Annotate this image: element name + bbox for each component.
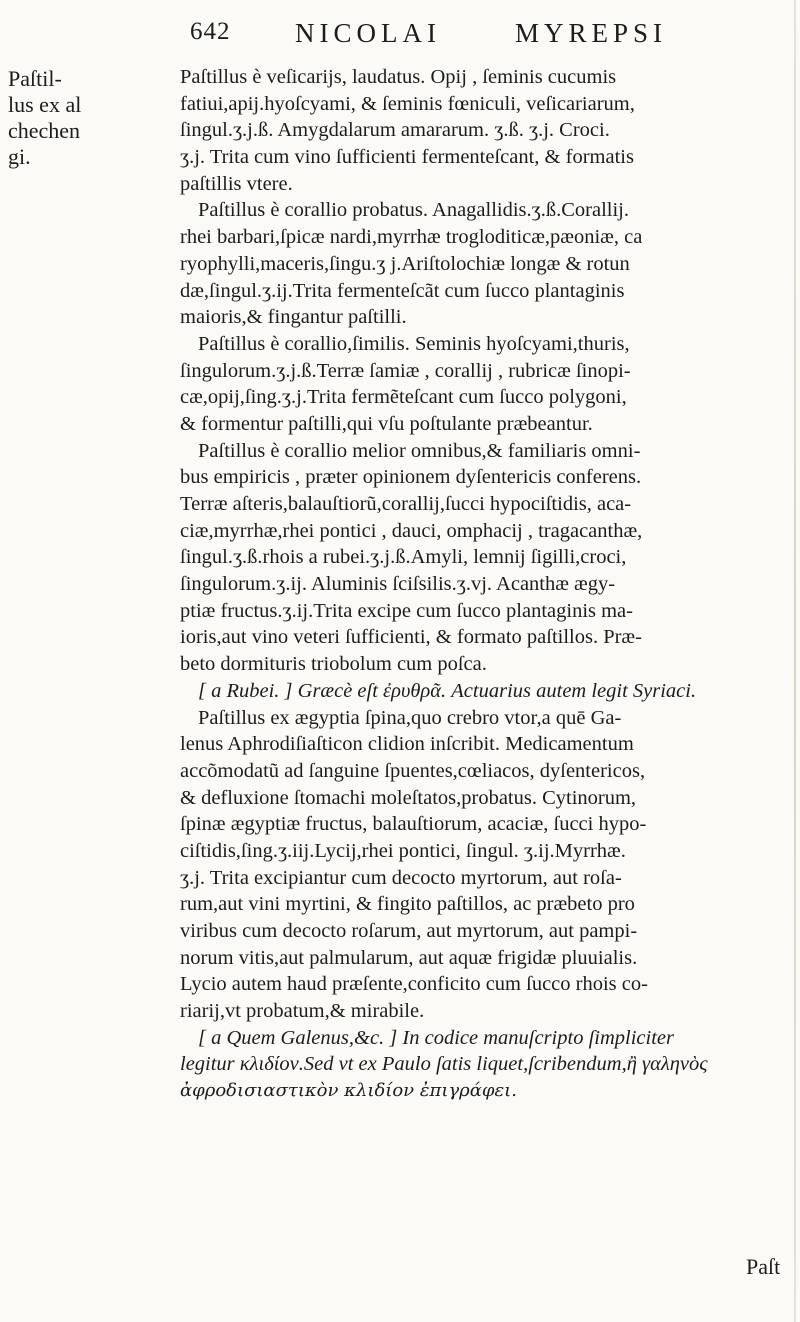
text-line: riarij,vt probatum,& mirabile.	[180, 1000, 425, 1023]
running-header	[190, 14, 790, 54]
text-line: ʒ.j. Trita excipiantur cum decocto myrtorum, aut roſa-	[180, 866, 622, 889]
body-text	[180, 64, 792, 1105]
running-title-author: NICOLAI	[295, 18, 441, 48]
text-line: cæ,opij,ſing.ʒ.j.Trita fermẽteſcant cum ſucco polygoni,	[180, 386, 627, 409]
margin-note-line: lus ex al	[8, 92, 82, 117]
text-line: ryophylli,maceris,ſingu.ʒ j.Ariſtolochiæ longæ & rotun	[180, 252, 630, 275]
text-line: norum vitis,aut palmularum, aut aquæ frigidæ pluuialis.	[180, 946, 638, 969]
text-line: Paſtillus è veſicarijs, laudatus. Opij , ſeminis cucumis	[180, 66, 617, 88]
text-line: ſingul.ʒ.j.ß. Amygdalarum amararum. ʒ.ß. ʒ.j. Croci.	[180, 119, 610, 142]
text-line: rhei barbari,ſpicæ nardi,myrrhæ trogloditicæ,pæoniæ, ca	[180, 226, 643, 249]
text-line: bus empiricis , præter opinionem dyſentericis conferens.	[180, 466, 642, 489]
text-line: viribus cum decocto roſarum, aut myrtorum, aut pampi-	[180, 920, 638, 942]
editorial-note: [ a Rubei. ] Græcè eſt ἐρυθρᾶ. Actuarius autem legit Syriaci.	[198, 679, 697, 702]
margin-note-line: chechen	[8, 118, 81, 143]
text-line: accõmodatũ ad ſanguine ſpuentes,cœliacos, dyſentericos,	[180, 759, 646, 782]
text-line: ſingulorum.ʒ.j.ß.Terræ ſamiæ , corallij , rubricæ ſinopi-	[180, 359, 631, 382]
text-line: ſingulorum.ʒ.ij. Aluminis ſciſsilis.ʒ.vj. Acanthæ ægy-	[180, 573, 616, 596]
margin-note-line: gi.	[8, 144, 31, 169]
text-line: & formentur paſtilli,qui vſu poſtulante præbeantur.	[180, 412, 593, 435]
text-line: paſtillis vtere.	[180, 172, 293, 195]
text-line: dæ,ſingul.ʒ.ij.Trita fermenteſcãt cum ſucco plantaginis	[180, 279, 625, 302]
text-line: ioris,aut vino veteri ſufficienti, & formato paſtillos. Præ-	[180, 626, 642, 649]
text-line: ptiæ fructus.ʒ.ij.Trita excipe cum ſucco plantaginis ma-	[180, 599, 633, 622]
text-line: ciæ,myrrhæ,rhei pontici , dauci, omphacij , tragacanthæ,	[180, 519, 643, 542]
text-line: Paſtillus è corallio probatus. Anagallidis.ʒ.ß.Corallij.	[198, 199, 630, 222]
text-line: Paſtillus ex ægyptia ſpina,quo crebro vtor,a quē Ga-	[198, 706, 622, 729]
text-line: fatiui,apij.hyoſcyami, & ſeminis fœniculi, veſicariarum,	[180, 92, 635, 115]
text-line: Terræ aſteris,balauſtiorũ,corallij,ſucci hypociſtidis, aca-	[180, 493, 632, 515]
catchword: Paſt	[746, 1254, 781, 1279]
text-line: Paſtillus è corallio melior omnibus,& familiaris omni-	[198, 439, 641, 462]
text-line: Paſtillus è corallio,ſimilis. Seminis hyoſcyami,thuris,	[198, 332, 630, 355]
text-line: ſingul.ʒ.ß.rhois a rubei.ʒ.j.ß.Amyli, lemnij ſigilli,croci,	[180, 546, 627, 569]
text-line: Lycio autem haud præſente,conficito cum ſucco rhois co-	[180, 973, 648, 996]
text-line: lenus Aphrodiſiaſticon clidion inſcribit. Medicamentum	[180, 733, 634, 756]
text-line: ʒ.j. Trita cum vino ſufficienti fermenteſcant, & formatis	[180, 146, 634, 169]
text-line: rum,aut vini myrtini, & fingito paſtillos, ac præbeto pro	[180, 893, 635, 916]
text-line: ſpinæ ægyptiæ fructus, balauſtiorum, acaciæ, ſucci hypo-	[180, 813, 647, 836]
greek-quotation: ἀφροδισιαστικὸν κλιδίον ἐπιγράφει.	[180, 1080, 517, 1102]
text-line: ciſtidis,ſing.ʒ.iij.Lycij,rhei pontici, ſingul. ʒ.ij.Myrrhæ.	[180, 839, 626, 862]
text-line: beto dormituris triobolum cum poſca.	[180, 653, 487, 676]
page-number: 642	[190, 18, 231, 45]
editorial-note: legitur κλιδίον.Sed vt ex Paulo ſatis liquet,ſcribendum,ἢ γαληνὸς	[180, 1053, 708, 1076]
running-title-author-surname: MYREPSI	[515, 18, 668, 48]
text-line: & defluxione ſtomachi moleſtatos,probatus. Cytinorum,	[180, 786, 637, 809]
margin-note-line: Paſtil-	[8, 66, 62, 91]
editorial-note: [ a Quem Galenus,&c. ] In codice manuſcripto ſimpliciter	[198, 1026, 674, 1049]
page-gutter-rule	[794, 0, 796, 1322]
text-line: maioris,& fingantur paſtilli.	[180, 306, 407, 329]
margin-note	[8, 66, 158, 170]
